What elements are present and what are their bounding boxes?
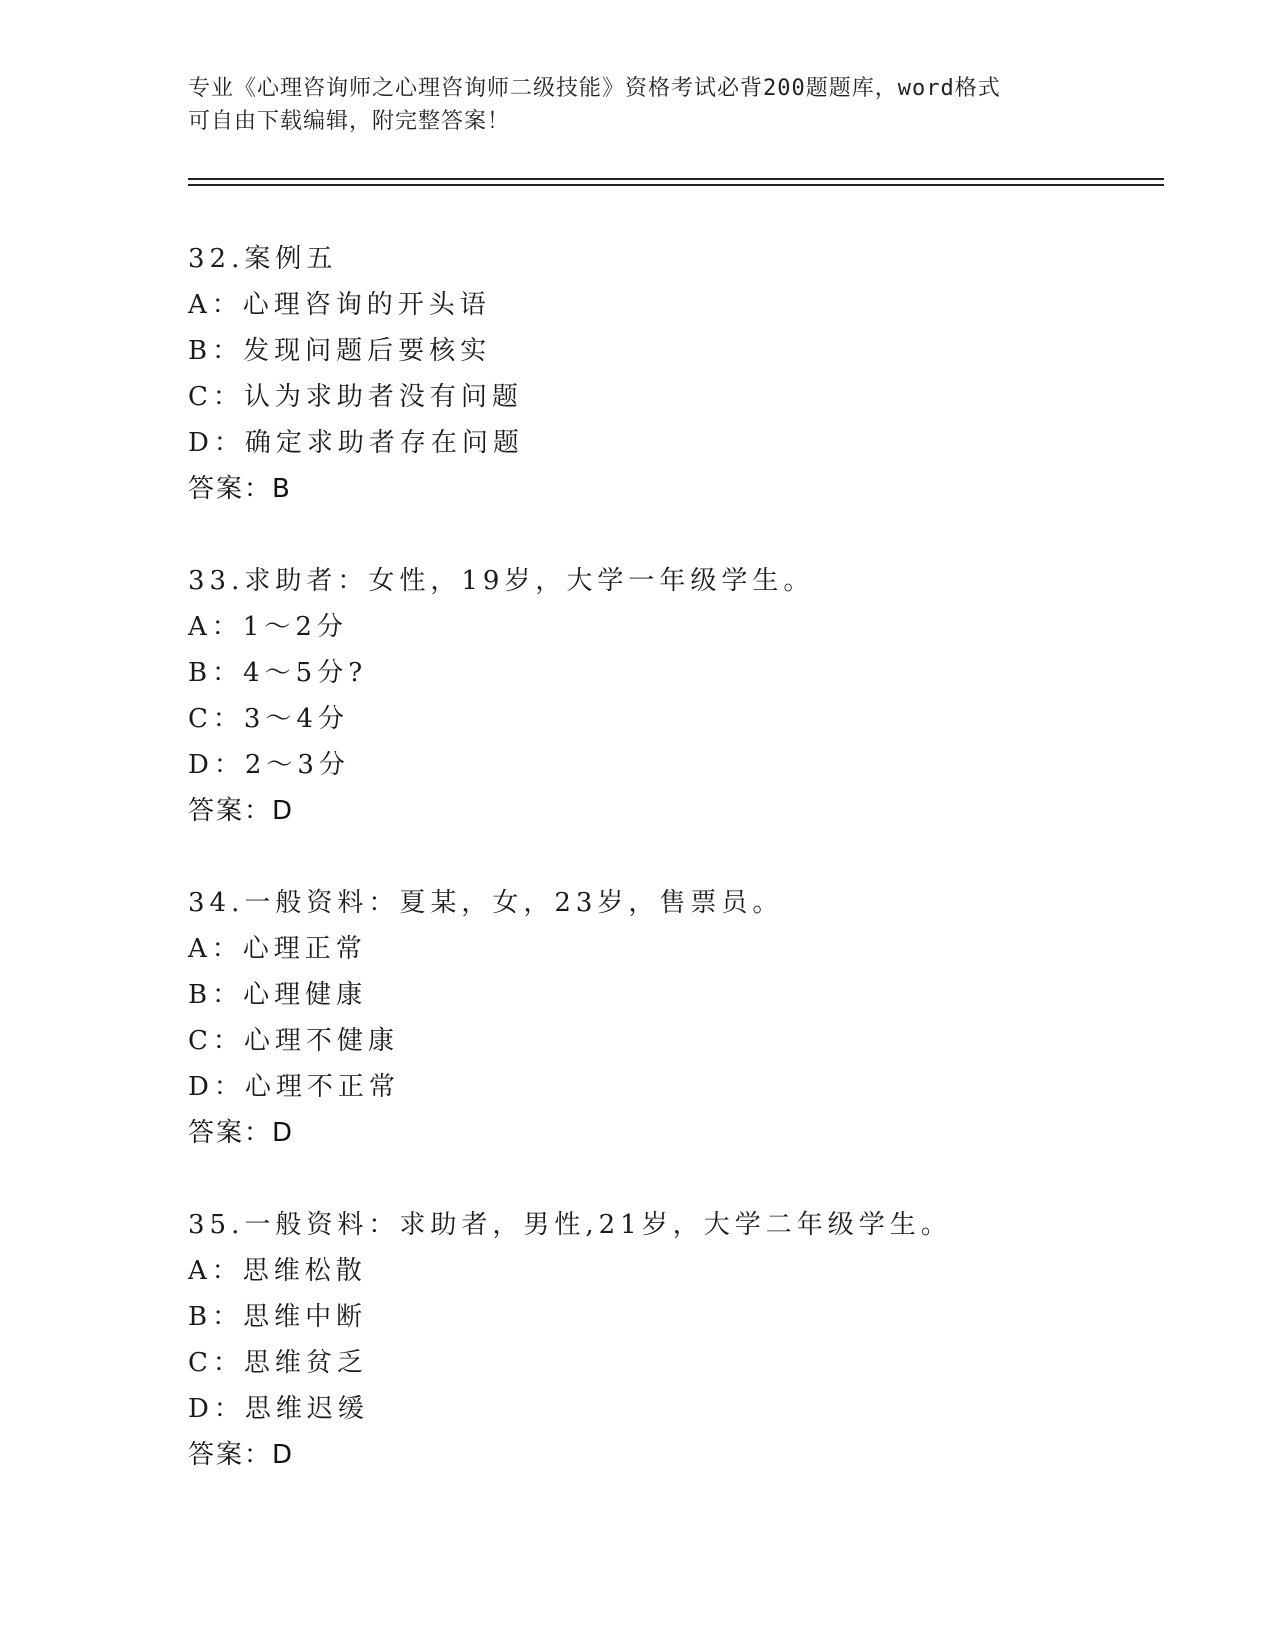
option-c: C：心理不健康 xyxy=(188,1026,399,1056)
option-b: B：心理健康 xyxy=(188,980,368,1010)
option-d: D：思维迟缓 xyxy=(188,1394,369,1424)
header-rule-bottom xyxy=(188,184,1164,186)
document-header xyxy=(188,72,1088,138)
option-a: A：心理正常 xyxy=(188,934,367,964)
option-d: D：心理不正常 xyxy=(188,1072,400,1102)
header-line-1: 专业《心理咨询师之心理咨询师二级技能》资格考试必背200题题库，word格式 xyxy=(188,76,1001,101)
question-stem: 33.求助者：女性，19岁，大学一年级学生。 xyxy=(188,566,815,596)
option-d: D：确定求助者存在问题 xyxy=(188,428,524,458)
option-d: D：2～3分 xyxy=(188,750,350,780)
question-stem: 34.一般资料：夏某，女，23岁，售票员。 xyxy=(188,888,784,918)
option-c: C：认为求助者没有问题 xyxy=(188,382,523,412)
question-33 xyxy=(188,558,1148,880)
question-stem: 32.案例五 xyxy=(188,244,338,274)
question-list xyxy=(188,236,1148,1524)
question-stem: 35.一般资料：求助者，男性,21岁，大学二年级学生。 xyxy=(188,1210,952,1240)
option-a: A：心理咨询的开头语 xyxy=(188,290,491,320)
question-32 xyxy=(188,236,1148,558)
option-a: A：思维松散 xyxy=(188,1256,367,1286)
question-34 xyxy=(188,880,1148,1202)
answer-line: 答案：D xyxy=(188,796,295,826)
option-b: B：4～5分? xyxy=(188,658,368,688)
header-rule-top xyxy=(188,178,1164,180)
question-35 xyxy=(188,1202,1148,1524)
answer-line: 答案：B xyxy=(188,474,292,504)
header-line-2: 可自由下载编辑，附完整答案！ xyxy=(188,109,511,134)
answer-line: 答案：D xyxy=(188,1440,295,1470)
option-b: B：思维中断 xyxy=(188,1302,368,1332)
option-a: A：1～2分 xyxy=(188,612,348,642)
answer-line: 答案：D xyxy=(188,1118,295,1148)
option-c: C：3～4分 xyxy=(188,704,349,734)
option-b: B：发现问题后要核实 xyxy=(188,336,492,366)
option-c: C：思维贫乏 xyxy=(188,1348,368,1378)
